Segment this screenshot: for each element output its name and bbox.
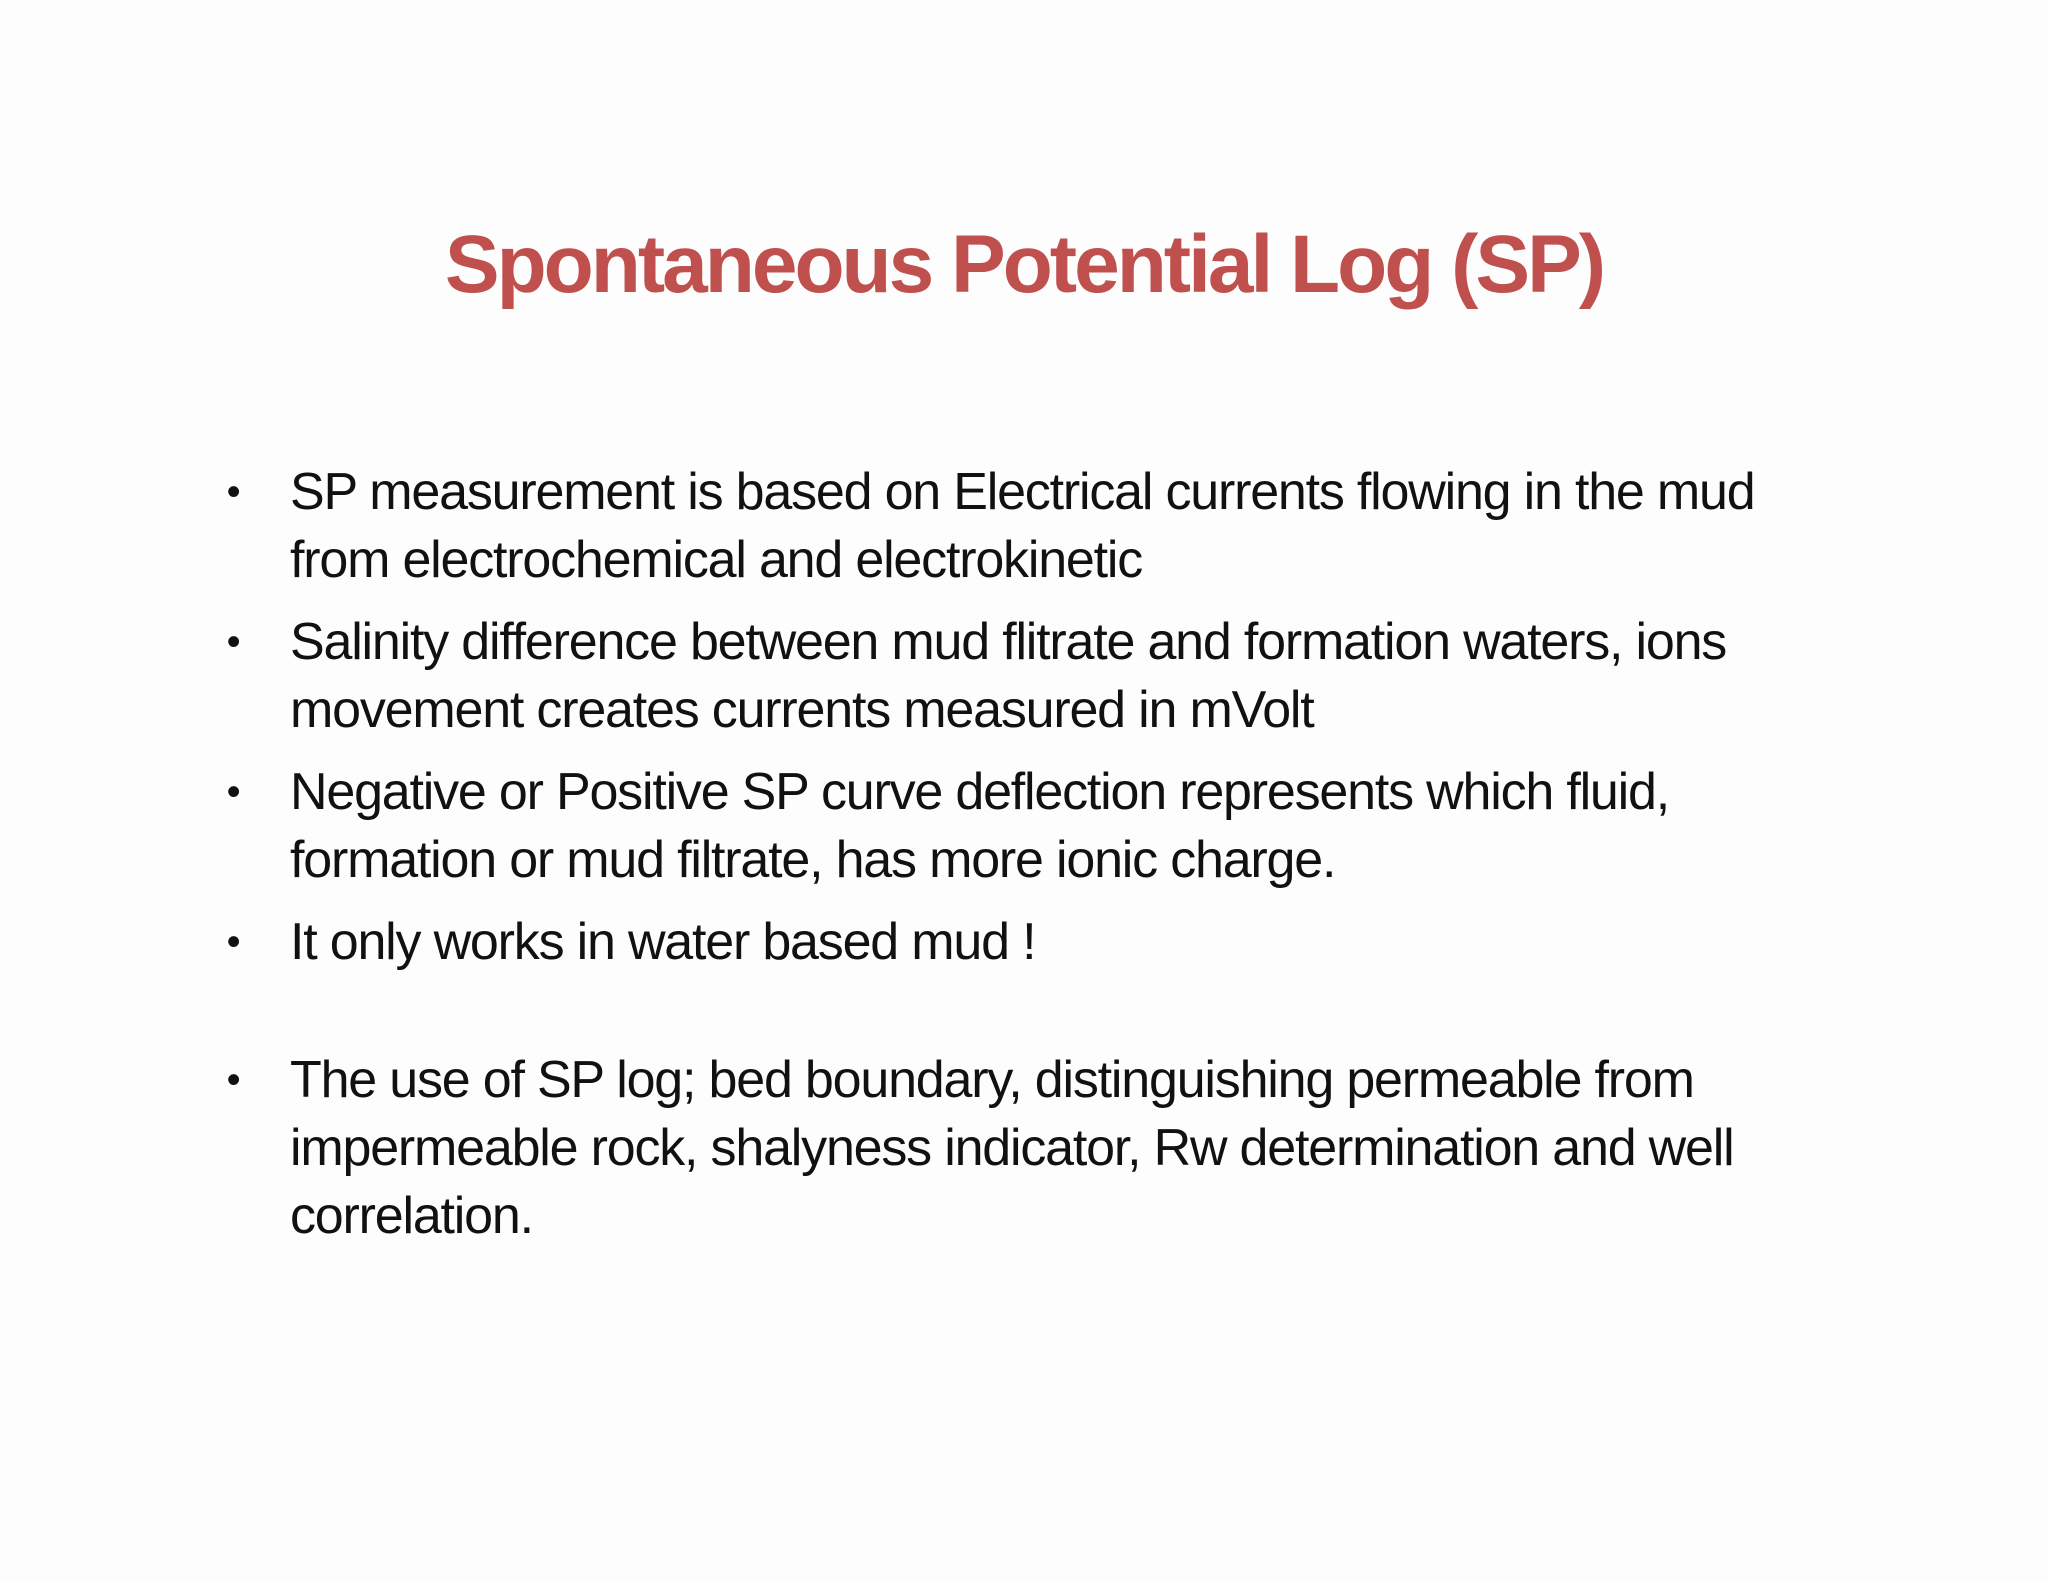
bullet-text: Salinity difference between mud flitrate and formation waters, ions movement creates currents measured in mVolt (290, 613, 1727, 739)
bullet-text: SP measurement is based on Electrical currents flowing in the mud from electrochemical and electrokinetic (290, 463, 1755, 589)
bullet-dot-icon: • (226, 920, 240, 964)
slide-title: Spontaneous Potential Log (SP) (444, 219, 1604, 310)
bullet-item (218, 908, 1858, 976)
bullet-text: It only works in water based mud ! (290, 913, 1036, 971)
bullet-list (218, 458, 1858, 1264)
bullet-text: Negative or Positive SP curve deflection represents which fluid, formation or mud filtrate, has more ionic charge. (290, 763, 1669, 889)
bullet-dot-icon: • (226, 470, 240, 514)
bullet-item (218, 608, 1858, 744)
bullet-text: The use of SP log; bed boundary, distinguishing permeable from impermeable rock, shalyness indicator, Rw determination and well correlation. (290, 1051, 1734, 1245)
bullet-dot-icon: • (226, 770, 240, 814)
bullet-dot-icon: • (226, 620, 240, 664)
bullet-item (218, 1046, 1858, 1250)
bullet-dot-icon: • (226, 1058, 240, 1102)
bullet-item (218, 758, 1858, 894)
bullet-item (218, 458, 1858, 594)
